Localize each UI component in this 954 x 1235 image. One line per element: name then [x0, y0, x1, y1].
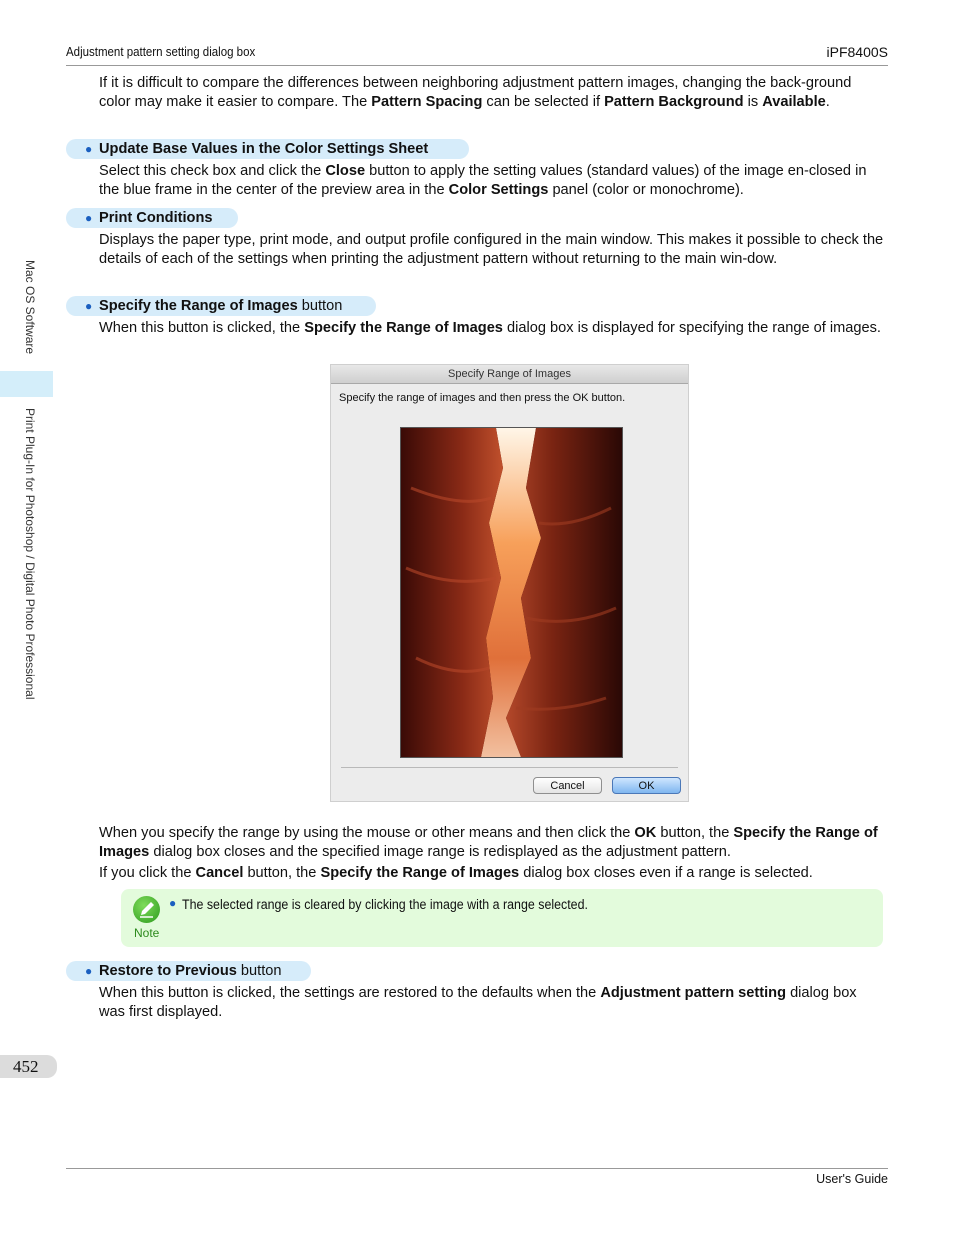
footer-rule: [66, 1168, 888, 1169]
intro-paragraph: If it is difficult to compare the differences between neighboring adjustment pattern images, changing the back-ground color may make it easier to compare. The Pattern Spacing can be selected if Pattern Background is Available.: [99, 75, 852, 110]
section-heading-specify-range: ● Specify the Range of Images button: [66, 296, 376, 316]
sidebar-tab-marker: [0, 371, 53, 397]
section-heading-update-base-values: ● Update Base Values in the Color Settings Sheet: [66, 139, 469, 159]
update-base-values-description: Select this check box and click the Close button to apply the setting values (standard values) of the image en-closed in the blue frame in the center of the preview area in the Color Settings panel (color or monochrome).: [99, 163, 867, 198]
restore-previous-description: When this button is clicked, the settings are restored to the defaults when the Adjustment pattern setting dialog box was first displayed.: [99, 985, 857, 1020]
range-cancel-paragraph: If you click the Cancel button, the Specify the Range of Images dialog box closes even if a range is selected.: [99, 865, 813, 881]
note-box: [121, 889, 883, 947]
range-ok-paragraph: When you specify the range by using the mouse or other means and then click the OK button, the Specify the Range of Images dialog box closes and the specified image range is redisplayed as the adjustment pattern.: [99, 825, 878, 860]
bullet-icon: ●: [85, 211, 93, 225]
bullet-icon: ●: [85, 299, 93, 313]
note-label: Note: [134, 926, 160, 940]
sidebar-label-print-plugin: Print Plug-In for Photoshop / Digital Photo Professional: [23, 408, 37, 700]
bullet-icon: ●: [85, 142, 93, 156]
note-text: The selected range is cleared by clicking the image with a range selected.: [182, 897, 588, 912]
bullet-icon: ●: [85, 964, 93, 978]
canyon-photo: [401, 428, 622, 757]
section-heading-restore-previous: ● Restore to Previous button: [66, 961, 311, 981]
cancel-button[interactable]: Cancel: [533, 777, 602, 794]
note-pencil-icon: [133, 896, 160, 923]
page-number: 452: [0, 1055, 57, 1078]
print-conditions-description: Displays the paper type, print mode, and output profile configured in the main window. This makes it possible to check the details of each of the settings when printing the adjustment pattern without returning to the main win-dow.: [99, 232, 884, 267]
dialog-separator: [341, 767, 678, 768]
header-rule: [66, 65, 888, 66]
running-header-model: iPF8400S: [826, 44, 888, 60]
dialog-title-bar: Specify Range of Images: [331, 365, 688, 384]
footer-guide-title: User's Guide: [816, 1172, 888, 1186]
specify-range-description: When this button is clicked, the Specify the Range of Images dialog box is displayed for specifying the range of images.: [99, 320, 881, 336]
section-heading-print-conditions: ● Print Conditions: [66, 208, 238, 228]
ok-button[interactable]: OK: [612, 777, 681, 794]
bullet-icon: ●: [169, 896, 177, 910]
sidebar-label-mac-os-software: Mac OS Software: [23, 260, 37, 355]
specify-range-dialog-screenshot: [330, 364, 689, 802]
running-header-section: Adjustment pattern setting dialog box: [66, 45, 256, 59]
canyon-photo-preview[interactable]: [400, 427, 623, 758]
dialog-instruction: Specify the range of images and then press the OK button.: [339, 392, 626, 404]
